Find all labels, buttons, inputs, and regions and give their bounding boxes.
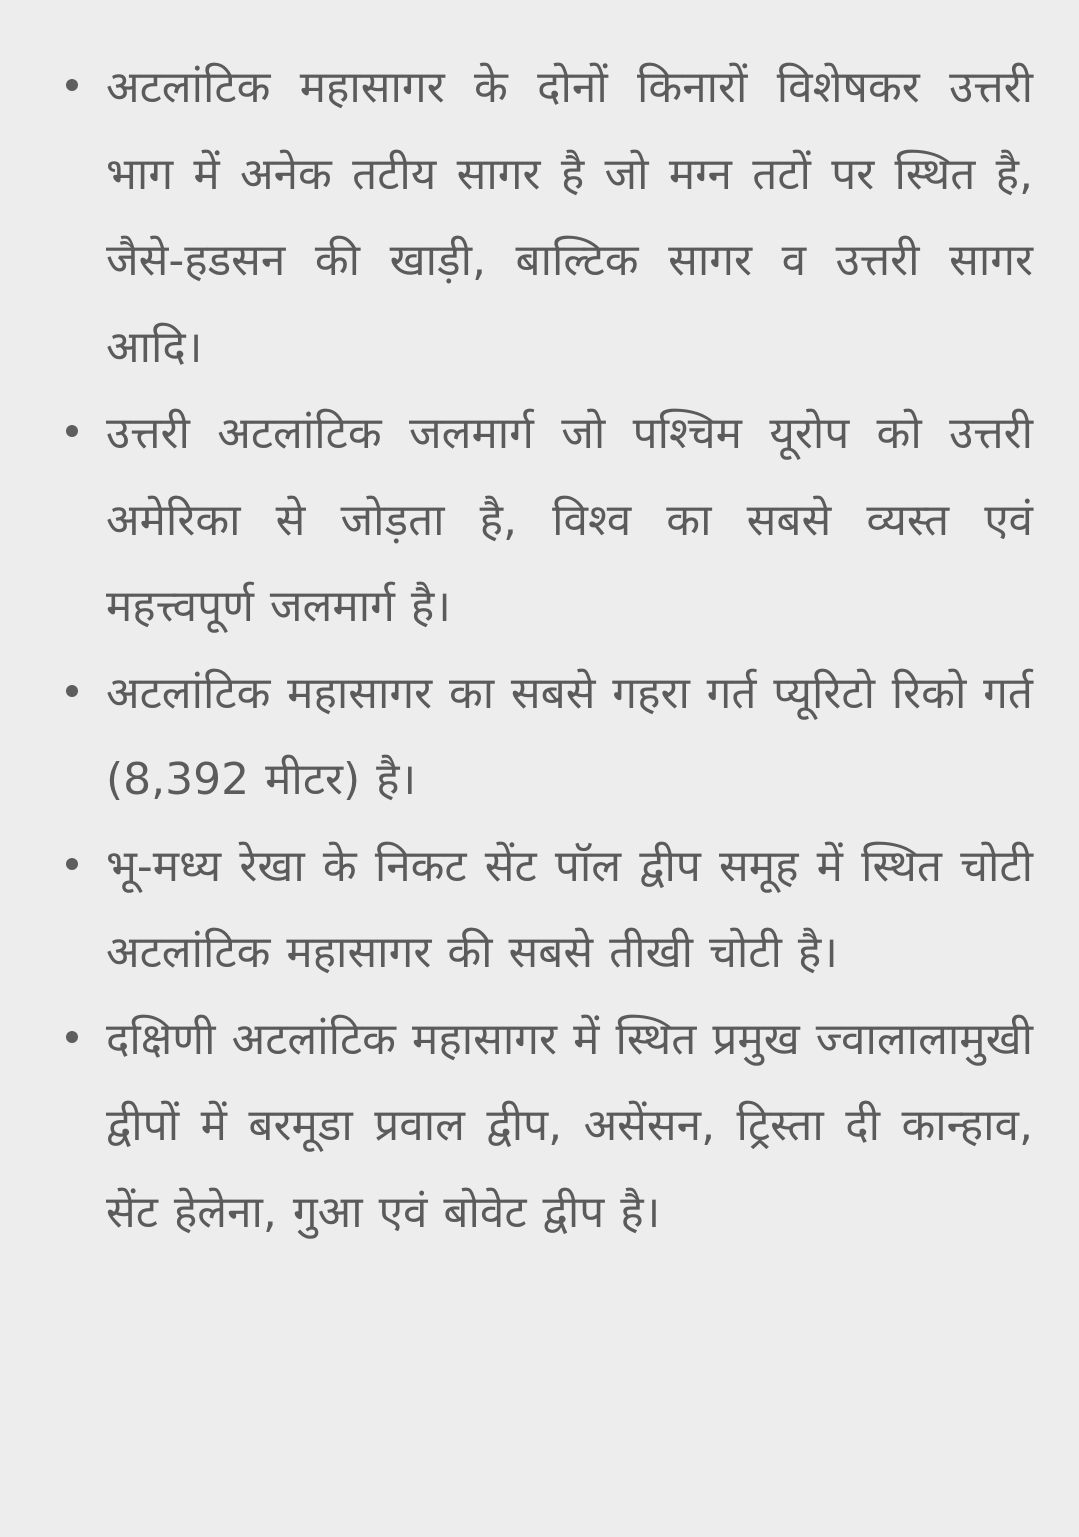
bullet-list (66, 45, 1033, 1256)
bullet-dot-icon (66, 685, 78, 697)
bullet-dot-icon (66, 425, 78, 437)
bullet-dot-icon (66, 1031, 78, 1043)
list-item (66, 45, 1033, 391)
bullet-text: अटलांटिक महासागर का सबसे गहरा गर्त प्यूरिटो रिको गर्त (8,392 मीटर) है। (106, 667, 1033, 805)
bullet-text: उत्तरी अटलांटिक जलमार्ग जो पश्चिम यूरोप को उत्तरी अमेरिका से जोड़ता है, विश्व का सबसे व्यस्त एवं महत्त्वपूर्ण जलमार्ग है। (106, 408, 1033, 632)
bullet-text: दक्षिणी अटलांटिक महासागर में स्थित प्रमुख ज्वालालामुखी द्वीपों में बरमूडा प्रवाल द्वीप, असेंसन, ट्रिस्ता दी कान्हाव, सेंट हेलेना, गुआ एवं बोवेट द्वीप है। (106, 1013, 1033, 1238)
bullet-text: भू-मध्य रेखा के निकट सेंट पॉल द्वीप समूह में स्थित चोटी अटलांटिक महासागर की सबसे तीखी चोटी है। (106, 840, 1033, 978)
list-item (66, 997, 1033, 1257)
list-item (66, 391, 1033, 651)
list-item (66, 651, 1033, 824)
bullet-text: अटलांटिक महासागर के दोनों किनारों विशेषकर उत्तरी भाग में अनेक तटीय सागर है जो मग्न तटों पर स्थित है, जैसे-हडसन की खाड़ी, बाल्टिक सागर व उत्तरी सागर आदि। (106, 62, 1033, 373)
list-item (66, 824, 1033, 997)
bullet-dot-icon (66, 858, 78, 870)
bullet-dot-icon (66, 79, 78, 91)
